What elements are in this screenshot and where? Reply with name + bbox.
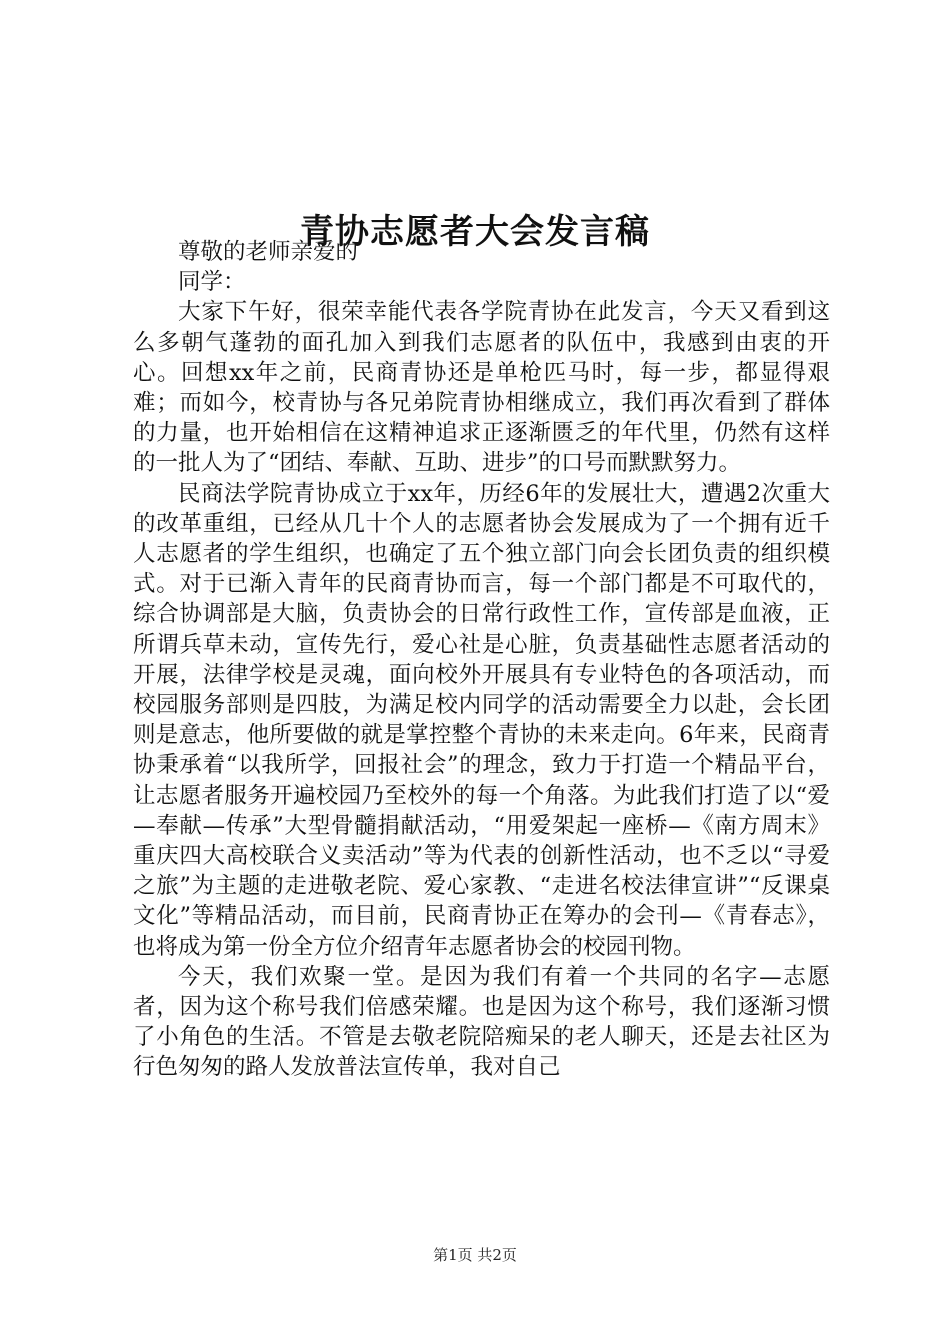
paragraph-3: 今天，我们欢聚一堂。是因为我们有着一个共同的名字—志愿者，因为这个称号我们倍感荣耀。也是因为这个称号，我们逐渐习惯了小角色的生活。不管是去敬老院陪痴呆的老人聊天，还是去社区为行色匆匆的路人发放普法宣传单，我对自己: [133, 963, 830, 1081]
document-title: 青协志愿者大会发言稿: [300, 211, 650, 252]
document-body: [133, 237, 830, 1083]
paragraph-2: 民商法学院青协成立于xx年，历经6年的发展壮大，遭遇2次重大的改革重组，已经从几十个人的志愿者协会发展成为了一个拥有近千人志愿者的学生组织，也确定了五个独立部门向会长团负责的组织模式。对于已渐入青年的民商青协而言，每一个部门都是不可取代的，综合协调部是大脑，负责协会的日常行政性工作，宣传部是血液，正所谓兵草未动，宣传先行，爱心社是心脏，负责基础性志愿者活动的开展，法律学校是灵魂，面向校外开展具有专业特色的各项活动，而校园服务部则是四肢，为满足校内同学的活动需要全力以赴，会长团则是意志，他所要做的就是掌控整个青协的未来走向。6年来，民商青协秉承着“以我所学，回报社会”的理念，致力于打造一个精品平台，让志愿者服务开遍校园乃至校外的每一个角落。为此我们打造了以“爱—奉献—传承”大型骨髓捐献活动，“用爱架起一座桥—《南方周末》重庆四大高校联合义卖活动”等为代表的创新性活动，也不乏以“寻爱之旅”为主题的走进敬老院、爱心家教、“走进名校法律宣讲”“反课桌文化”等精品活动，而目前，民商青协正在筹办的会刊—《青春志》，也将成为第一份全方位介绍青年志愿者协会的校园刊物。: [133, 480, 830, 960]
paragraph-1: 大家下午好，很荣幸能代表各学院青协在此发言，今天又看到这么多朝气蓬勃的面孔加入到我们志愿者的队伍中，我感到由衷的开心。回想xx年之前，民商青协还是单枪匹马时，每一步，都显得艰难；而如今，校青协与各兄弟院青协相继成立，我们再次看到了群体的力量，也开始相信在这精神追求正逐渐匮乏的年代里，仍然有这样的一批人为了“团结、奉献、互助、进步”的口号而默默努力。: [133, 299, 830, 477]
page-footer: 第1页 共2页: [433, 1246, 517, 1264]
greeting-line-1: 尊敬的老师亲爱的: [178, 239, 359, 265]
greeting-line-2: 同学：: [178, 269, 246, 296]
